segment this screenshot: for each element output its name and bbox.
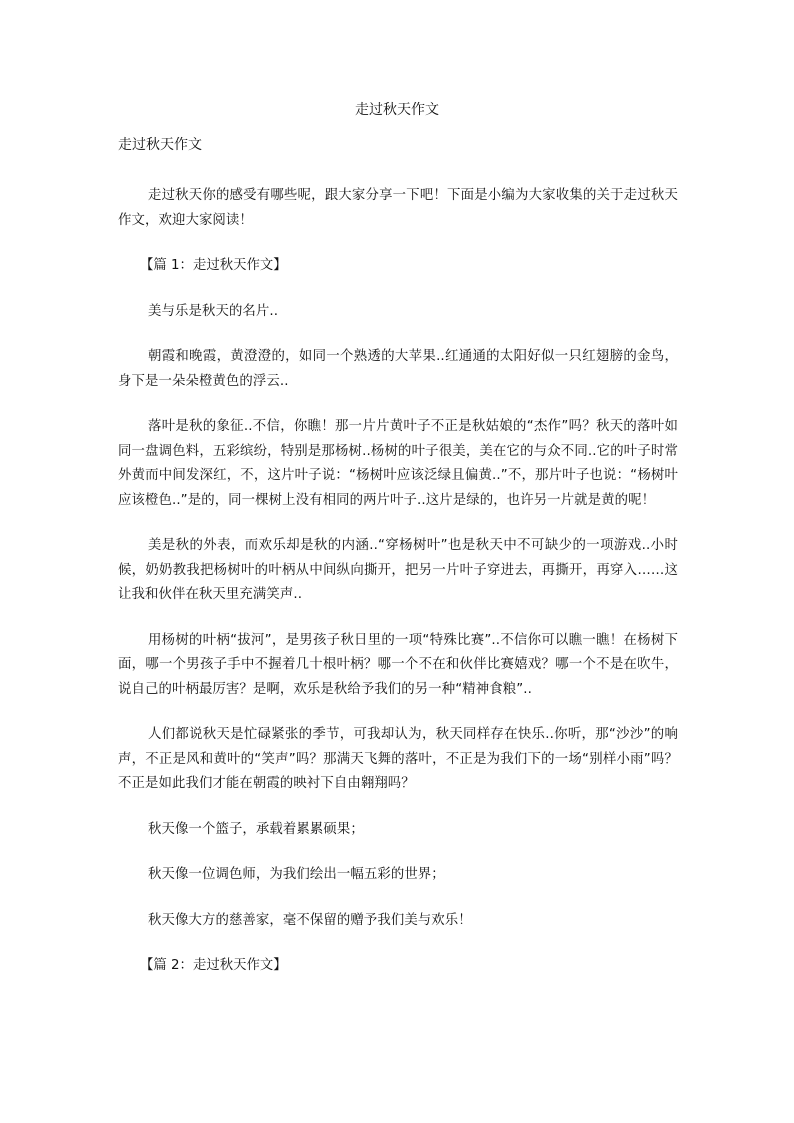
- document-title: 走过秋天作文: [355, 102, 439, 118]
- paragraph: 落叶是秋的象征..不信，你瞧！那一片片黄叶子不正是秋姑娘的“杰作”吗？秋天的落叶如同一盘调色料，五彩缤纷，特别是那杨树..杨树的叶子很美，美在它的与众不同..它的叶子时常外黄而中间发深红，不，这片叶子说：“杨树叶应该泛绿且偏黄..”不，那片叶子也说：“杨树叶应该橙色..”是的，同一棵树上没有相同的两片叶子..这片是绿的，也许另一片就是黄的呢！: [118, 419, 678, 508]
- paragraph: 美与乐是秋天的名片..: [148, 303, 279, 319]
- document-subtitle: 走过秋天作文: [118, 137, 202, 153]
- section-1-heading: 【篇 1：走过秋天作文】: [140, 258, 287, 273]
- paragraph: 秋天像大方的慈善家，毫不保留的赠予我们美与欢乐！: [148, 912, 472, 928]
- paragraph: 朝霞和晚霞，黄澄澄的，如同一个熟透的大苹果..红通通的太阳好似一只红翅膀的金鸟，身下是一朵朵橙黄色的浮云..: [118, 349, 678, 389]
- paragraph: 秋天像一个篮子，承载着累累硕果；: [148, 821, 364, 837]
- paragraph: 美是秋的外表，而欢乐却是秋的内涵..“穿杨树叶”也是秋天中不可缺少的一项游戏..小时候，奶奶教我把杨树叶的叶柄从中间纵向撕开，把另一片叶子穿进去，再撕开，再穿入……这让我和伙伴在秋天里充满笑声..: [118, 538, 678, 602]
- paragraph: 秋天像一位调色师，为我们绘出一幅五彩的世界；: [148, 867, 445, 882]
- intro-paragraph: 走过秋天你的感受有哪些呢，跟大家分享一下吧！下面是小编为大家收集的关于走过秋天作文，欢迎大家阅读！: [118, 188, 678, 228]
- document-body: [118, 184, 678, 1000]
- paragraph: 人们都说秋天是忙碌紧张的季节，可我却认为，秋天同样存在快乐..你听，那“沙沙”的响声，不正是风和黄叶的“笑声”吗？那满天飞舞的落叶，不正是为我们下的一场“别样小雨”吗？不正是如此我们才能在朝霞的映衬下自由翱翔吗？: [118, 727, 678, 791]
- section-2-heading: 【篇 2：走过秋天作文】: [140, 958, 287, 973]
- paragraph: 用杨树的叶柄“拔河”，是男孩子秋日里的一项“特殊比赛”..不信你可以瞧一瞧！在杨树下面，哪一个男孩子手中不握着几十根叶柄？哪一个不在和伙伴比赛嬉戏？哪一个不是在吹牛，说自己的叶柄最厉害？是啊，欢乐是秋给予我们的另一种“精神食粮”..: [118, 632, 678, 697]
